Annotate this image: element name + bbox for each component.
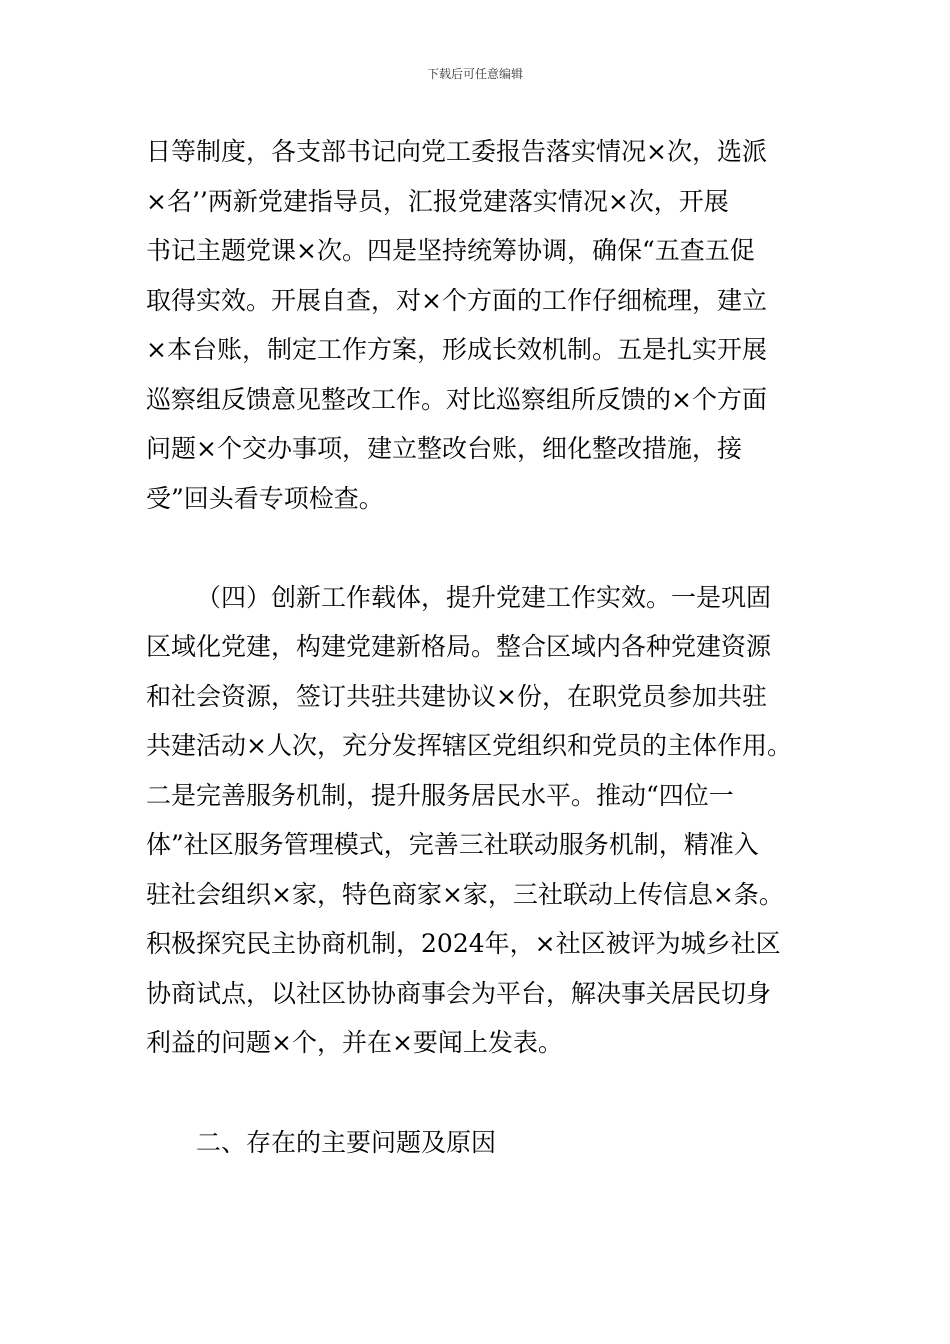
paragraph-2-line-7: 驻社会组织×家，特色商家×家，三社联动上传信息×条。 bbox=[146, 880, 784, 909]
paragraph-1-line-1: 日等制度，各支部书记向党工委报告落实情况×次，选派 bbox=[146, 137, 767, 166]
paragraph-2-line-6: 体”社区服务管理模式，完善三社联动服务机制，精准入 bbox=[146, 830, 759, 859]
paragraph-1-line-7: 问题×个交办事项，建立整改台账，细化整改措施，接 bbox=[146, 434, 742, 463]
paragraph-1-line-8: 受”回头看专项检查。 bbox=[146, 484, 384, 513]
paragraph-2-line-3: 和社会资源，签订共驻共建协议×份，在职党员参加共驻 bbox=[146, 682, 767, 711]
paragraph-1-line-6: 巡察组反馈意见整改工作。对比巡察组所反馈的×个方面 bbox=[146, 385, 767, 414]
paragraph-2-line-9: 协商试点，以社区协协商事会为平台，解决事关居民切身 bbox=[146, 979, 772, 1008]
paragraph-1-line-5: ×本台账，制定工作方案，形成长效机制。五是扎实开展 bbox=[146, 335, 767, 364]
paragraph-2-line-4: 共建活动×人次，充分发挥辖区党组织和党员的主体作用。 bbox=[146, 731, 792, 760]
paragraph-2-line-5: 二是完善服务机制，提升服务居民水平。推动“四位一 bbox=[146, 781, 734, 810]
paragraph-1-line-3: 书记主题党课×次。四是坚持统筹协调，确保“五查五促 bbox=[146, 236, 755, 265]
page-header: 下载后可任意编辑 bbox=[426, 67, 523, 81]
paragraph-2-line-1: （四）创新工作载体，提升党建工作实效。一是巩固 bbox=[196, 583, 772, 612]
paragraph-2-line-10: 利益的问题×个，并在×要闻上发表。 bbox=[146, 1028, 563, 1057]
paragraph-2-line-2: 区域化党建，构建党建新格局。整合区域内各种党建资源 bbox=[146, 632, 772, 661]
paragraph-1-line-2: ×名’’两新党建指导员，汇报党建落实情况×次，开展 bbox=[146, 187, 729, 216]
paragraph-2-line-8: 积极探究民主协商机制，2024年，×社区被评为城乡社区 bbox=[146, 929, 781, 958]
paragraph-1-line-4: 取得实效。开展自查，对×个方面的工作仔细梳理，建立 bbox=[146, 286, 767, 315]
section-heading: 二、存在的主要问题及原因 bbox=[196, 1128, 497, 1157]
